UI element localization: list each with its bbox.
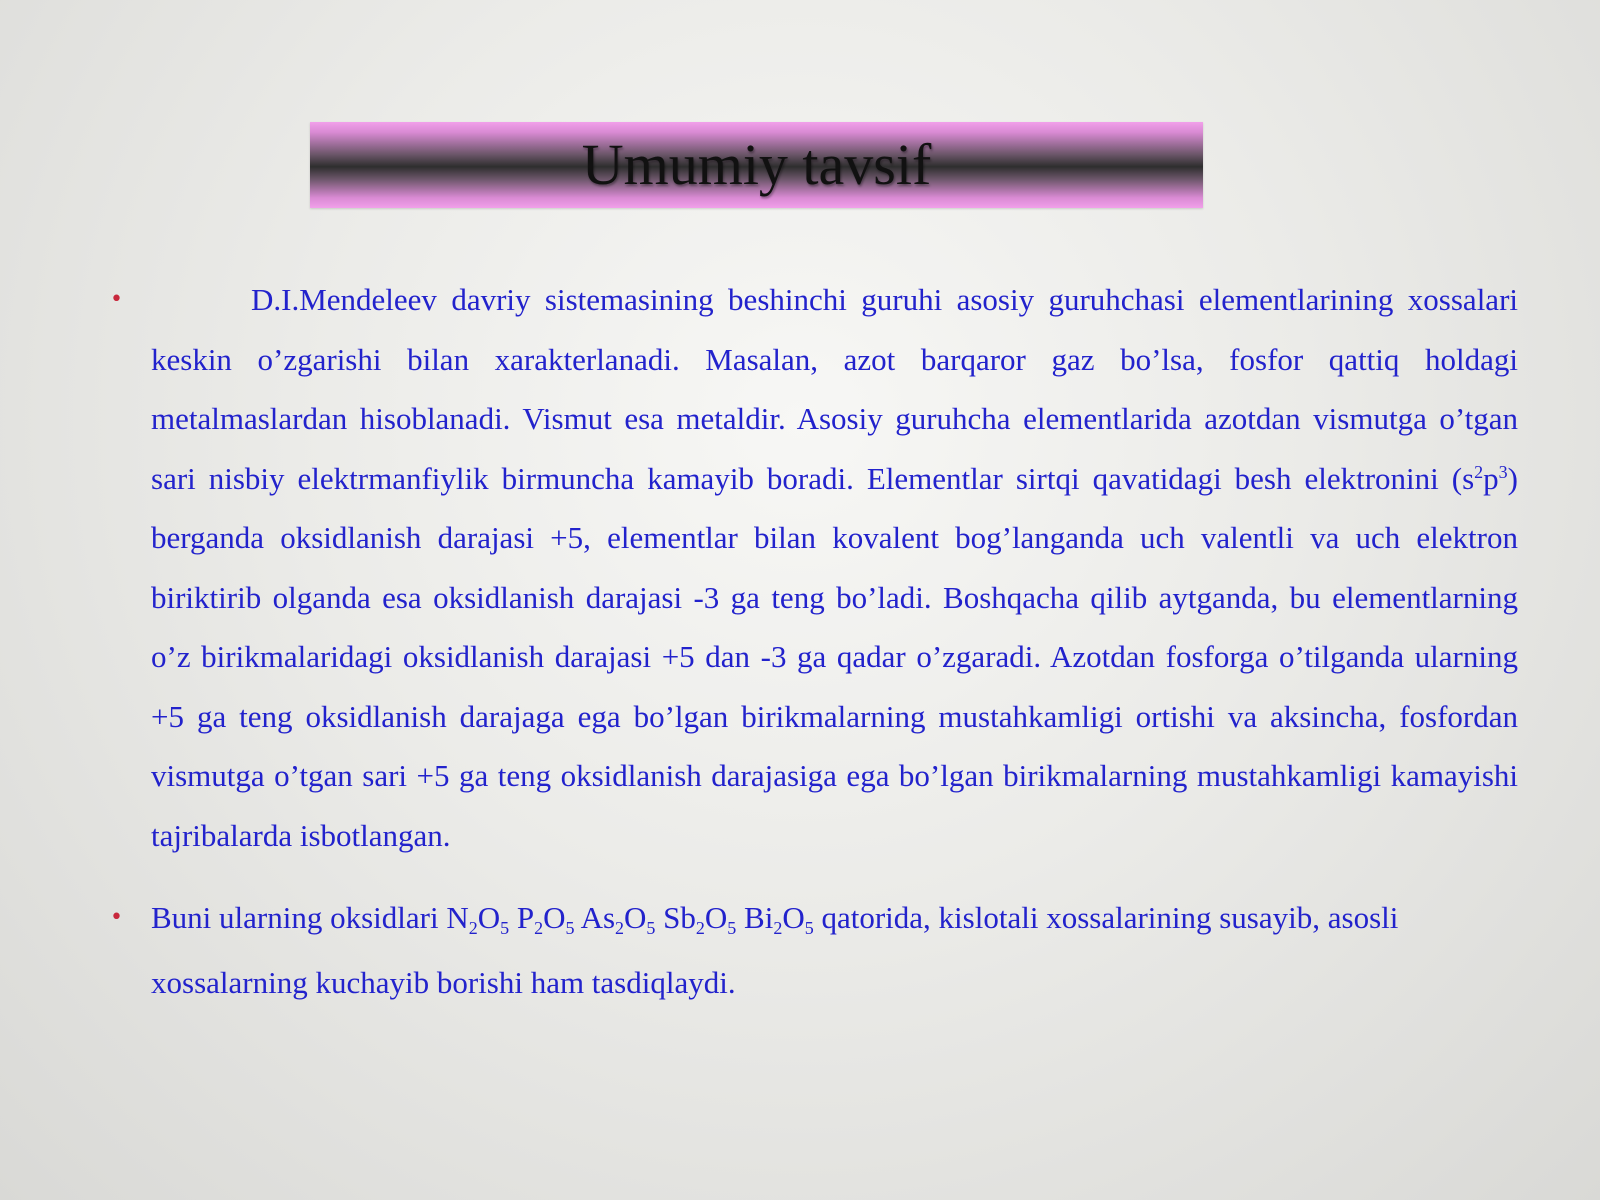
superscript-3: 3 [1498, 461, 1508, 482]
superscript-2: 2 [1474, 461, 1484, 482]
bullet-paragraph-2 [110, 885, 1518, 1015]
bullet-icon: • [110, 905, 123, 930]
slide-content [0, 270, 1600, 1015]
paragraph-1-text-start: D.I.Mendeleev davriy sistemasining beshinchi guruhi asosiy guruhchasi elementlarining xossalari keskin o’zgarishi bilan xarakterlanadi. Masalan, azot barqaror gaz bo’lsa, fosfor qattiq holdagi metalmaslardan hisoblanadi. Vismut esa metaldir. Asosiy guruhcha elementlarida azotdan vismutga o’tgan sari nisbiy elektrmanfiylik birmuncha kamayib boradi. Elementlar sirtqi qavatidagi besh elektronini (s [151, 282, 1518, 496]
oxide-formula: $As_2O_5$ [580, 900, 656, 938]
oxide-formula: $P_2O_5$ [516, 900, 575, 938]
oxide-formula: $Sb_2O_5$ [663, 900, 737, 938]
oxide-formula: $N_2O_5$ [446, 900, 510, 938]
title-banner [310, 122, 1203, 208]
bullet-icon: • [110, 287, 123, 312]
slide-title: Umumiy tavsif [581, 132, 932, 197]
p-letter: p [1483, 460, 1499, 496]
paragraph-2-outro: qatorida, kislotali xossalarining susayib, asosli xossalarning kuchayib borishi ham tasdiqlaydi. [151, 900, 1399, 1000]
paragraph-2-intro: Buni ularning oksidlari [151, 900, 447, 935]
bullet-paragraph-1 [110, 270, 1518, 865]
paragraph-1-text-end: ) berganda oksidlanish darajasi +5, elementlar bilan kovalent bog’langanda uch valentli va uch elektron biriktirib olganda esa oksidlanish darajasi -3 ga teng bo’ladi. Boshqacha qilib aytganda, bu elementlarning o’z birikmalaridagi oksidlanish darajasi +5 dan -3 ga qadar o’zgaradi. Azotdan fosforga o’tilganda ularning +5 ga teng oksidlanish darajaga ega bo’lgan birikmalarning mustahkamligi ortishi va aksincha, fosfordan vismutga o’tgan sari +5 ga teng oksidlanish darajasiga ega bo’lgan birikmalarning mustahkamligi kamayishi tajribalarda isbotlangan. [151, 460, 1518, 853]
oxide-formula: $Bi_2O_5$ [744, 900, 814, 938]
